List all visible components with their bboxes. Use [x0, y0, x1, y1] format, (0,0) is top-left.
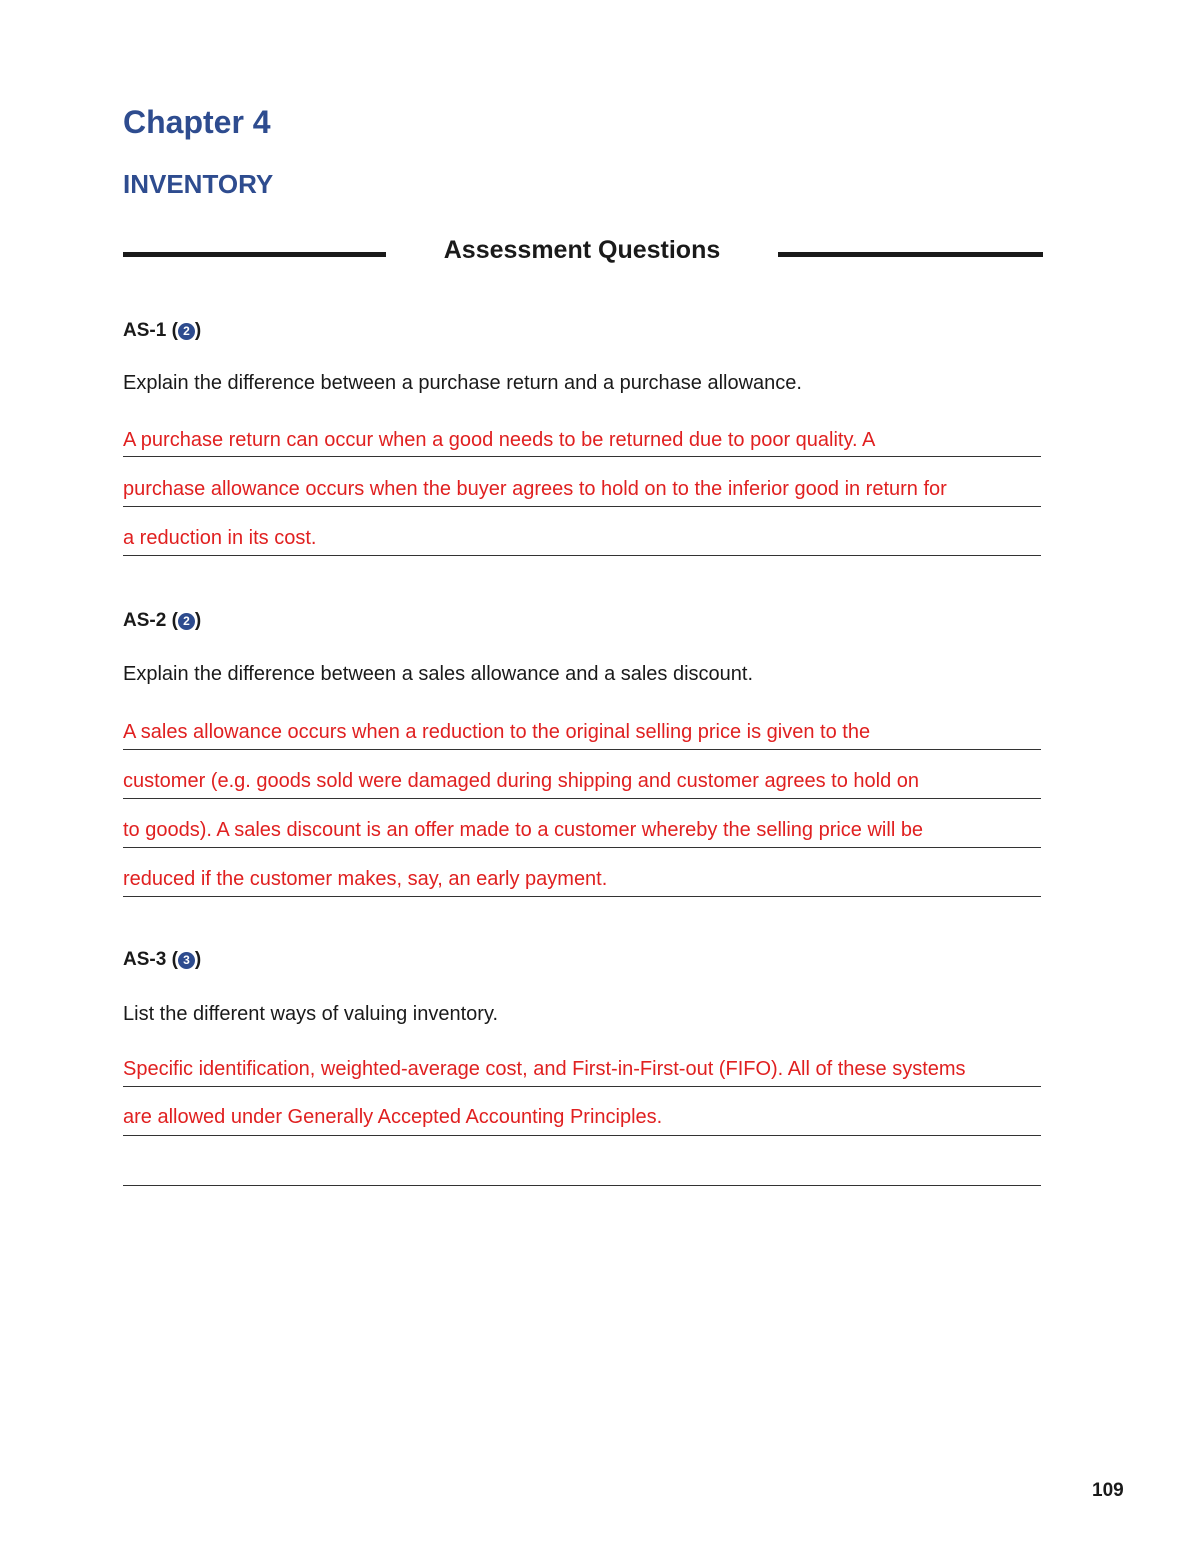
question-text: List the different ways of valuing inventory. [123, 1003, 499, 1025]
answer-line [123, 749, 1041, 750]
answer-text: purchase allowance occurs when the buyer agrees to hold on to the inferior good in return for [123, 478, 947, 500]
question-id-label: AS-3 [123, 949, 167, 970]
page-number: 109 [1092, 1480, 1124, 1501]
answer-line [123, 1086, 1041, 1087]
question-id: AS-3 ( 3 ) [123, 949, 202, 970]
answer-text: are allowed under Generally Accepted Accounting Principles. [123, 1106, 663, 1128]
chapter-subtitle: INVENTORY [123, 169, 274, 199]
answer-text: A purchase return can occur when a good needs to be returned due to poor quality. A [123, 429, 876, 451]
section-rule-right [778, 252, 1043, 257]
answer-line [123, 456, 1041, 457]
objective-badge: 2 [178, 323, 195, 340]
answer-text: Specific identification, weighted-average cost, and First-in-First-out (FIFO). All of these systems [123, 1058, 966, 1080]
answer-line [123, 555, 1041, 556]
section-rule-left [123, 252, 386, 257]
answer-line [123, 506, 1041, 507]
answer-line [123, 798, 1041, 799]
answer-text: customer (e.g. goods sold were damaged during shipping and customer agrees to hold on [123, 770, 920, 792]
objective-badge: 2 [178, 613, 195, 630]
answer-line [123, 1185, 1041, 1186]
answer-text: A sales allowance occurs when a reduction to the original selling price is given to the [123, 721, 871, 743]
answer-line [123, 896, 1041, 897]
answer-line [123, 847, 1041, 848]
question-text: Explain the difference between a purchase return and a purchase allowance. [123, 372, 802, 394]
answer-text: reduced if the customer makes, say, an early payment. [123, 868, 608, 890]
objective-badge: 3 [178, 952, 195, 969]
question-text: Explain the difference between a sales allowance and a sales discount. [123, 663, 754, 685]
question-id-label: AS-1 [123, 320, 167, 341]
section-heading: Assessment Questions [443, 236, 721, 264]
question-id: AS-1 ( 2 ) [123, 320, 202, 341]
answer-text: a reduction in its cost. [123, 527, 317, 549]
answer-text: to goods). A sales discount is an offer made to a customer whereby the selling price will be [123, 819, 924, 841]
question-id: AS-2 ( 2 ) [123, 610, 202, 631]
chapter-title: Chapter 4 [123, 104, 271, 140]
question-id-label: AS-2 [123, 610, 167, 631]
answer-line [123, 1135, 1041, 1136]
